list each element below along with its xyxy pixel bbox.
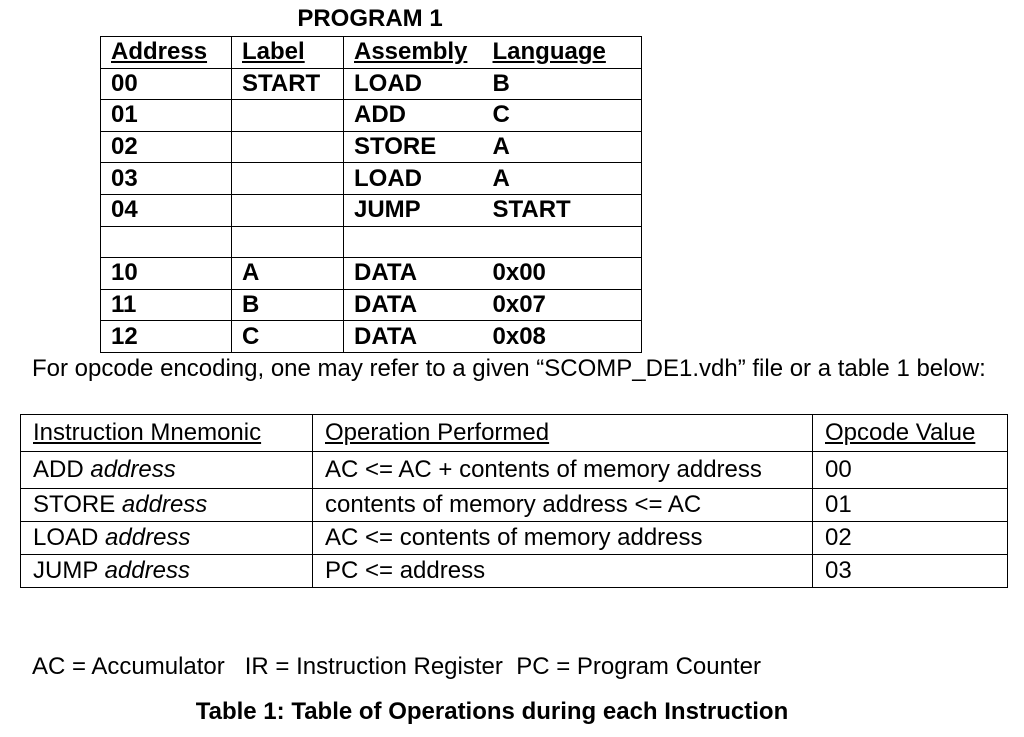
opcode-cell: DATA: [344, 321, 493, 353]
table-row: [101, 68, 642, 100]
label-cell: [232, 100, 344, 132]
operand-cell: 0x07: [493, 289, 642, 321]
header-instruction-mnemonic: Instruction Mnemonic: [21, 415, 313, 452]
ops-header-row: [21, 415, 1008, 452]
operand-cell: START: [493, 194, 642, 226]
header-language: Language: [493, 37, 642, 69]
program-title: PROGRAM 1: [297, 5, 443, 32]
address-cell: 03: [101, 163, 232, 195]
operand-cell: B: [493, 68, 642, 100]
opcode-cell: [344, 226, 493, 258]
operations-table: [20, 414, 1008, 588]
header-address: Address: [101, 37, 232, 69]
program-table: [100, 36, 642, 353]
mnemonic-cell: [21, 452, 313, 489]
operand-cell: [493, 226, 642, 258]
operation-cell: contents of memory address <= AC: [313, 489, 813, 522]
address-cell: 12: [101, 321, 232, 353]
operand-cell: A: [493, 163, 642, 195]
operand-cell: C: [493, 100, 642, 132]
instruction-name: STORE: [33, 491, 116, 518]
opcode-value-cell: 03: [813, 555, 1008, 588]
opcode-value-cell: 02: [813, 522, 1008, 555]
opcode-cell: STORE: [344, 131, 493, 163]
mnemonic-cell: [21, 555, 313, 588]
table-row: [21, 489, 1008, 522]
label-cell: B: [232, 289, 344, 321]
table-row: [101, 100, 642, 132]
opcode-cell: JUMP: [344, 194, 493, 226]
abbreviation-legend: AC = Accumulator IR = Instruction Register PC = Program Counter: [32, 653, 761, 680]
label-cell: C: [232, 321, 344, 353]
program-header-row: [101, 37, 642, 69]
instruction-name: ADD: [33, 456, 84, 483]
label-cell: [232, 131, 344, 163]
address-cell: [101, 226, 232, 258]
intro-paragraph: For opcode encoding, one may refer to a given “SCOMP_DE1.vdh” file or a table 1 below:: [32, 355, 986, 382]
label-cell: START: [232, 68, 344, 100]
address-cell: 01: [101, 100, 232, 132]
table-row: [101, 194, 642, 226]
operation-cell: AC <= contents of memory address: [313, 522, 813, 555]
opcode-cell: DATA: [344, 289, 493, 321]
address-cell: 00: [101, 68, 232, 100]
header-operation-performed: Operation Performed: [313, 415, 813, 452]
table-row: [101, 289, 642, 321]
mnemonic-cell: [21, 522, 313, 555]
instruction-name: LOAD: [33, 524, 99, 551]
header-assembly: Assembly: [344, 37, 493, 69]
table-row-empty: [101, 226, 642, 258]
header-label: Label: [232, 37, 344, 69]
opcode-cell: DATA: [344, 258, 493, 290]
address-cell: 10: [101, 258, 232, 290]
table-row: [101, 131, 642, 163]
table-row: [101, 321, 642, 353]
address-cell: 11: [101, 289, 232, 321]
table-row: [101, 258, 642, 290]
table-row: [21, 522, 1008, 555]
table-row: [21, 452, 1008, 489]
address-cell: 02: [101, 131, 232, 163]
header-opcode-value: Opcode Value: [813, 415, 1008, 452]
operation-cell: AC <= AC + contents of memory address: [313, 452, 813, 489]
instruction-argument: address: [104, 557, 190, 584]
operand-cell: A: [493, 131, 642, 163]
operand-cell: 0x00: [493, 258, 642, 290]
table-caption: Table 1: Table of Operations during each Instruction: [195, 698, 789, 725]
instruction-argument: address: [90, 456, 176, 483]
operand-cell: 0x08: [493, 321, 642, 353]
opcode-cell: LOAD: [344, 68, 493, 100]
opcode-cell: LOAD: [344, 163, 493, 195]
instruction-name: JUMP: [33, 557, 98, 584]
table-row: [21, 555, 1008, 588]
table-row: [101, 163, 642, 195]
label-cell: [232, 194, 344, 226]
operation-cell: PC <= address: [313, 555, 813, 588]
instruction-argument: address: [121, 491, 208, 518]
address-cell: 04: [101, 194, 232, 226]
opcode-value-cell: 01: [813, 489, 1008, 522]
opcode-value-cell: 00: [813, 452, 1008, 489]
instruction-argument: address: [105, 524, 191, 551]
opcode-cell: ADD: [344, 100, 493, 132]
label-cell: [232, 226, 344, 258]
mnemonic-cell: [21, 489, 313, 522]
label-cell: A: [232, 258, 344, 290]
label-cell: [232, 163, 344, 195]
